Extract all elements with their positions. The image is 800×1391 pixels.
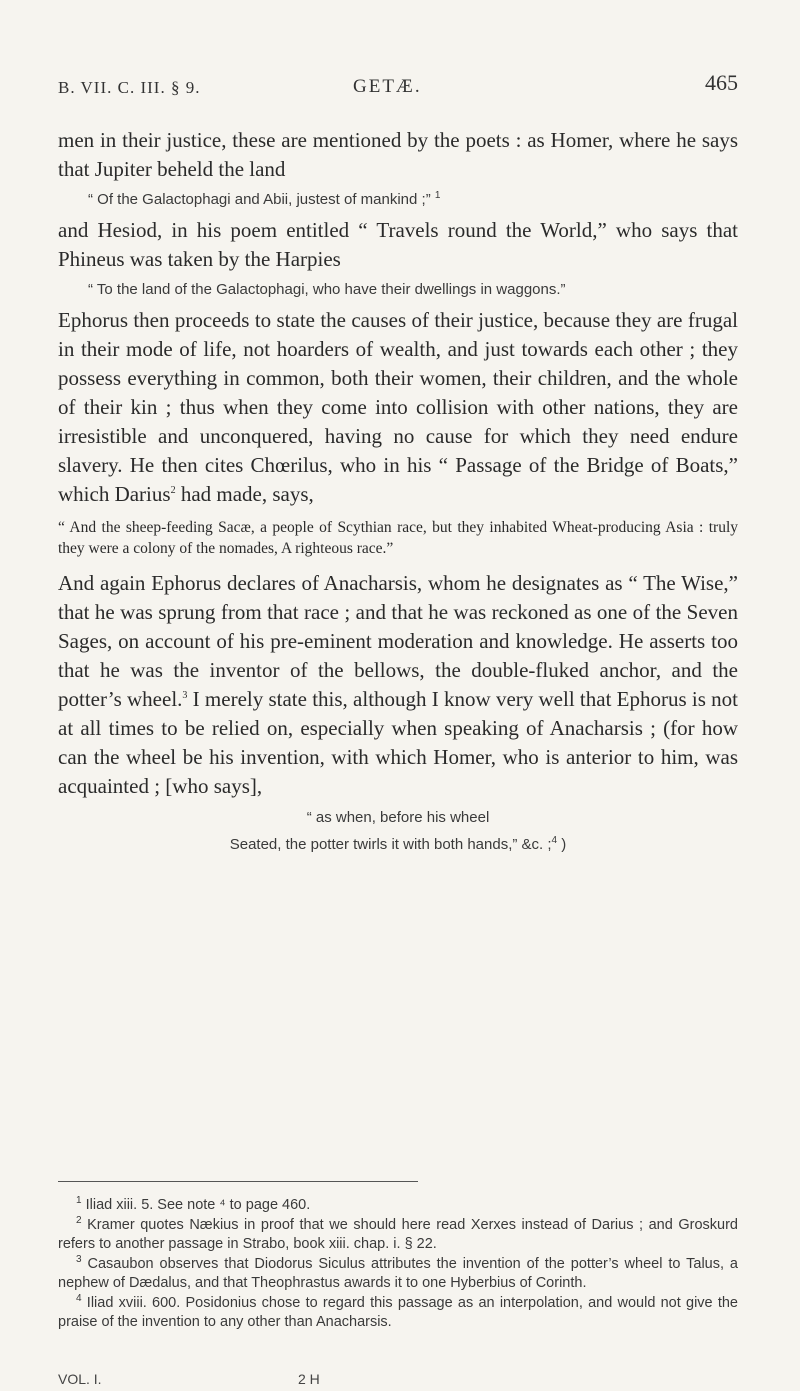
footnote-divider xyxy=(58,1181,418,1182)
footnote-4: $^4$ Iliad xviii. 600. Posidonius chose to regard this passage as an interpolation, and would not give the praise of the invention to any other than Anacharsis. xyxy=(58,1292,738,1330)
signature-mark: 2 H xyxy=(298,1371,320,1387)
verse-line-1: “ as when, before his wheel xyxy=(306,809,490,826)
volume-label: VOL. I. xyxy=(58,1371,102,1387)
paragraph-3: Ephorus then proceeds to state the causes of their justice, because they are frugal in their mode of life, not hoarders of wealth, and just towards each other ; they possess everything in common, both their women, their children, and the whole of their kin ; thus when they come into collision with other nations, they are irresistible and unconquered, having no cause for which they need endure slavery. He then cites Chœrilus, who in his “ Passage of the Bridge of Boats,” which Darius$^2$ had made, says, xyxy=(58,308,738,506)
book-chapter-section: B. VII. C. III. § 9. xyxy=(58,78,201,97)
main-text xyxy=(58,126,738,855)
footnote-2: $^2$ Kramer quotes Nækius in proof that we should here read Xerxes instead of Darius ; and Groskurd refers to another passage in Strabo, book xiii. chap. i. § 22. xyxy=(58,1214,738,1252)
page-footer xyxy=(58,1371,738,1387)
footnote-ref-4[interactable]: 4 xyxy=(551,835,558,846)
footnote-ref-1[interactable]: 1 xyxy=(434,190,441,201)
quotation-choerilus: “ And the sheep-feeding Sacæ, a people of Scythian race, but they inhabited Wheat-producing Asia : truly they were a colony of the nomades, A righteous race.” xyxy=(58,519,738,557)
paragraph-1: men in their justice, these are mentioned by the poets : as Homer, where he says that Jupiter beheld the land xyxy=(58,128,738,181)
verse-line-2: Seated, the potter twirls it with both hands,” &c. ;$^4$ ) xyxy=(229,835,567,853)
quotation-homer: “ Of the Galactophagi and Abii, justest of mankind ;” $^1$ xyxy=(88,190,441,208)
paragraph-4: And again Ephorus declares of Anacharsis, whom he designates as “ The Wise,” that he was sprung from that race ; and that he was reckoned as one of the Seven Sages, on account of his pre-eminent moderation and knowledge. He asserts too that he was the inventor of the bellows, the double-fluked anchor, and the potter’s wheel.$^3$ I merely state this, although I know very well that Ephorus is not at all times to be relied on, especially when speaking of Anacharsis ; (for how can the wheel be his invention, with which Homer, who is anterior to him, was acquainted ; [who says], xyxy=(58,571,738,798)
footnote-1: $^1$ Iliad xiii. 5. See note ⁴ to page 460. xyxy=(76,1195,311,1213)
quotation-hesiod: “ To the land of the Galactophagi, who have their dwellings in waggons.” xyxy=(88,281,566,298)
page-number: 465 xyxy=(705,70,738,95)
running-header xyxy=(58,70,738,106)
footnotes xyxy=(58,1196,738,1333)
footnote-ref-3[interactable]: 3 xyxy=(182,690,188,701)
footnote-ref-2[interactable]: 2 xyxy=(170,485,176,496)
running-title: GETÆ. xyxy=(353,76,422,97)
footnote-3: $^3$ Casaubon observes that Diodorus Siculus attributes the invention of the potter’s wheel to Talus, a nephew of Dædalus, and that Theophrastus awards it to one Hyberbius of Corinth. xyxy=(58,1253,738,1291)
paragraph-2: and Hesiod, in his poem entitled “ Travels round the World,” who says that Phineus was taken by the Harpies xyxy=(58,218,738,271)
